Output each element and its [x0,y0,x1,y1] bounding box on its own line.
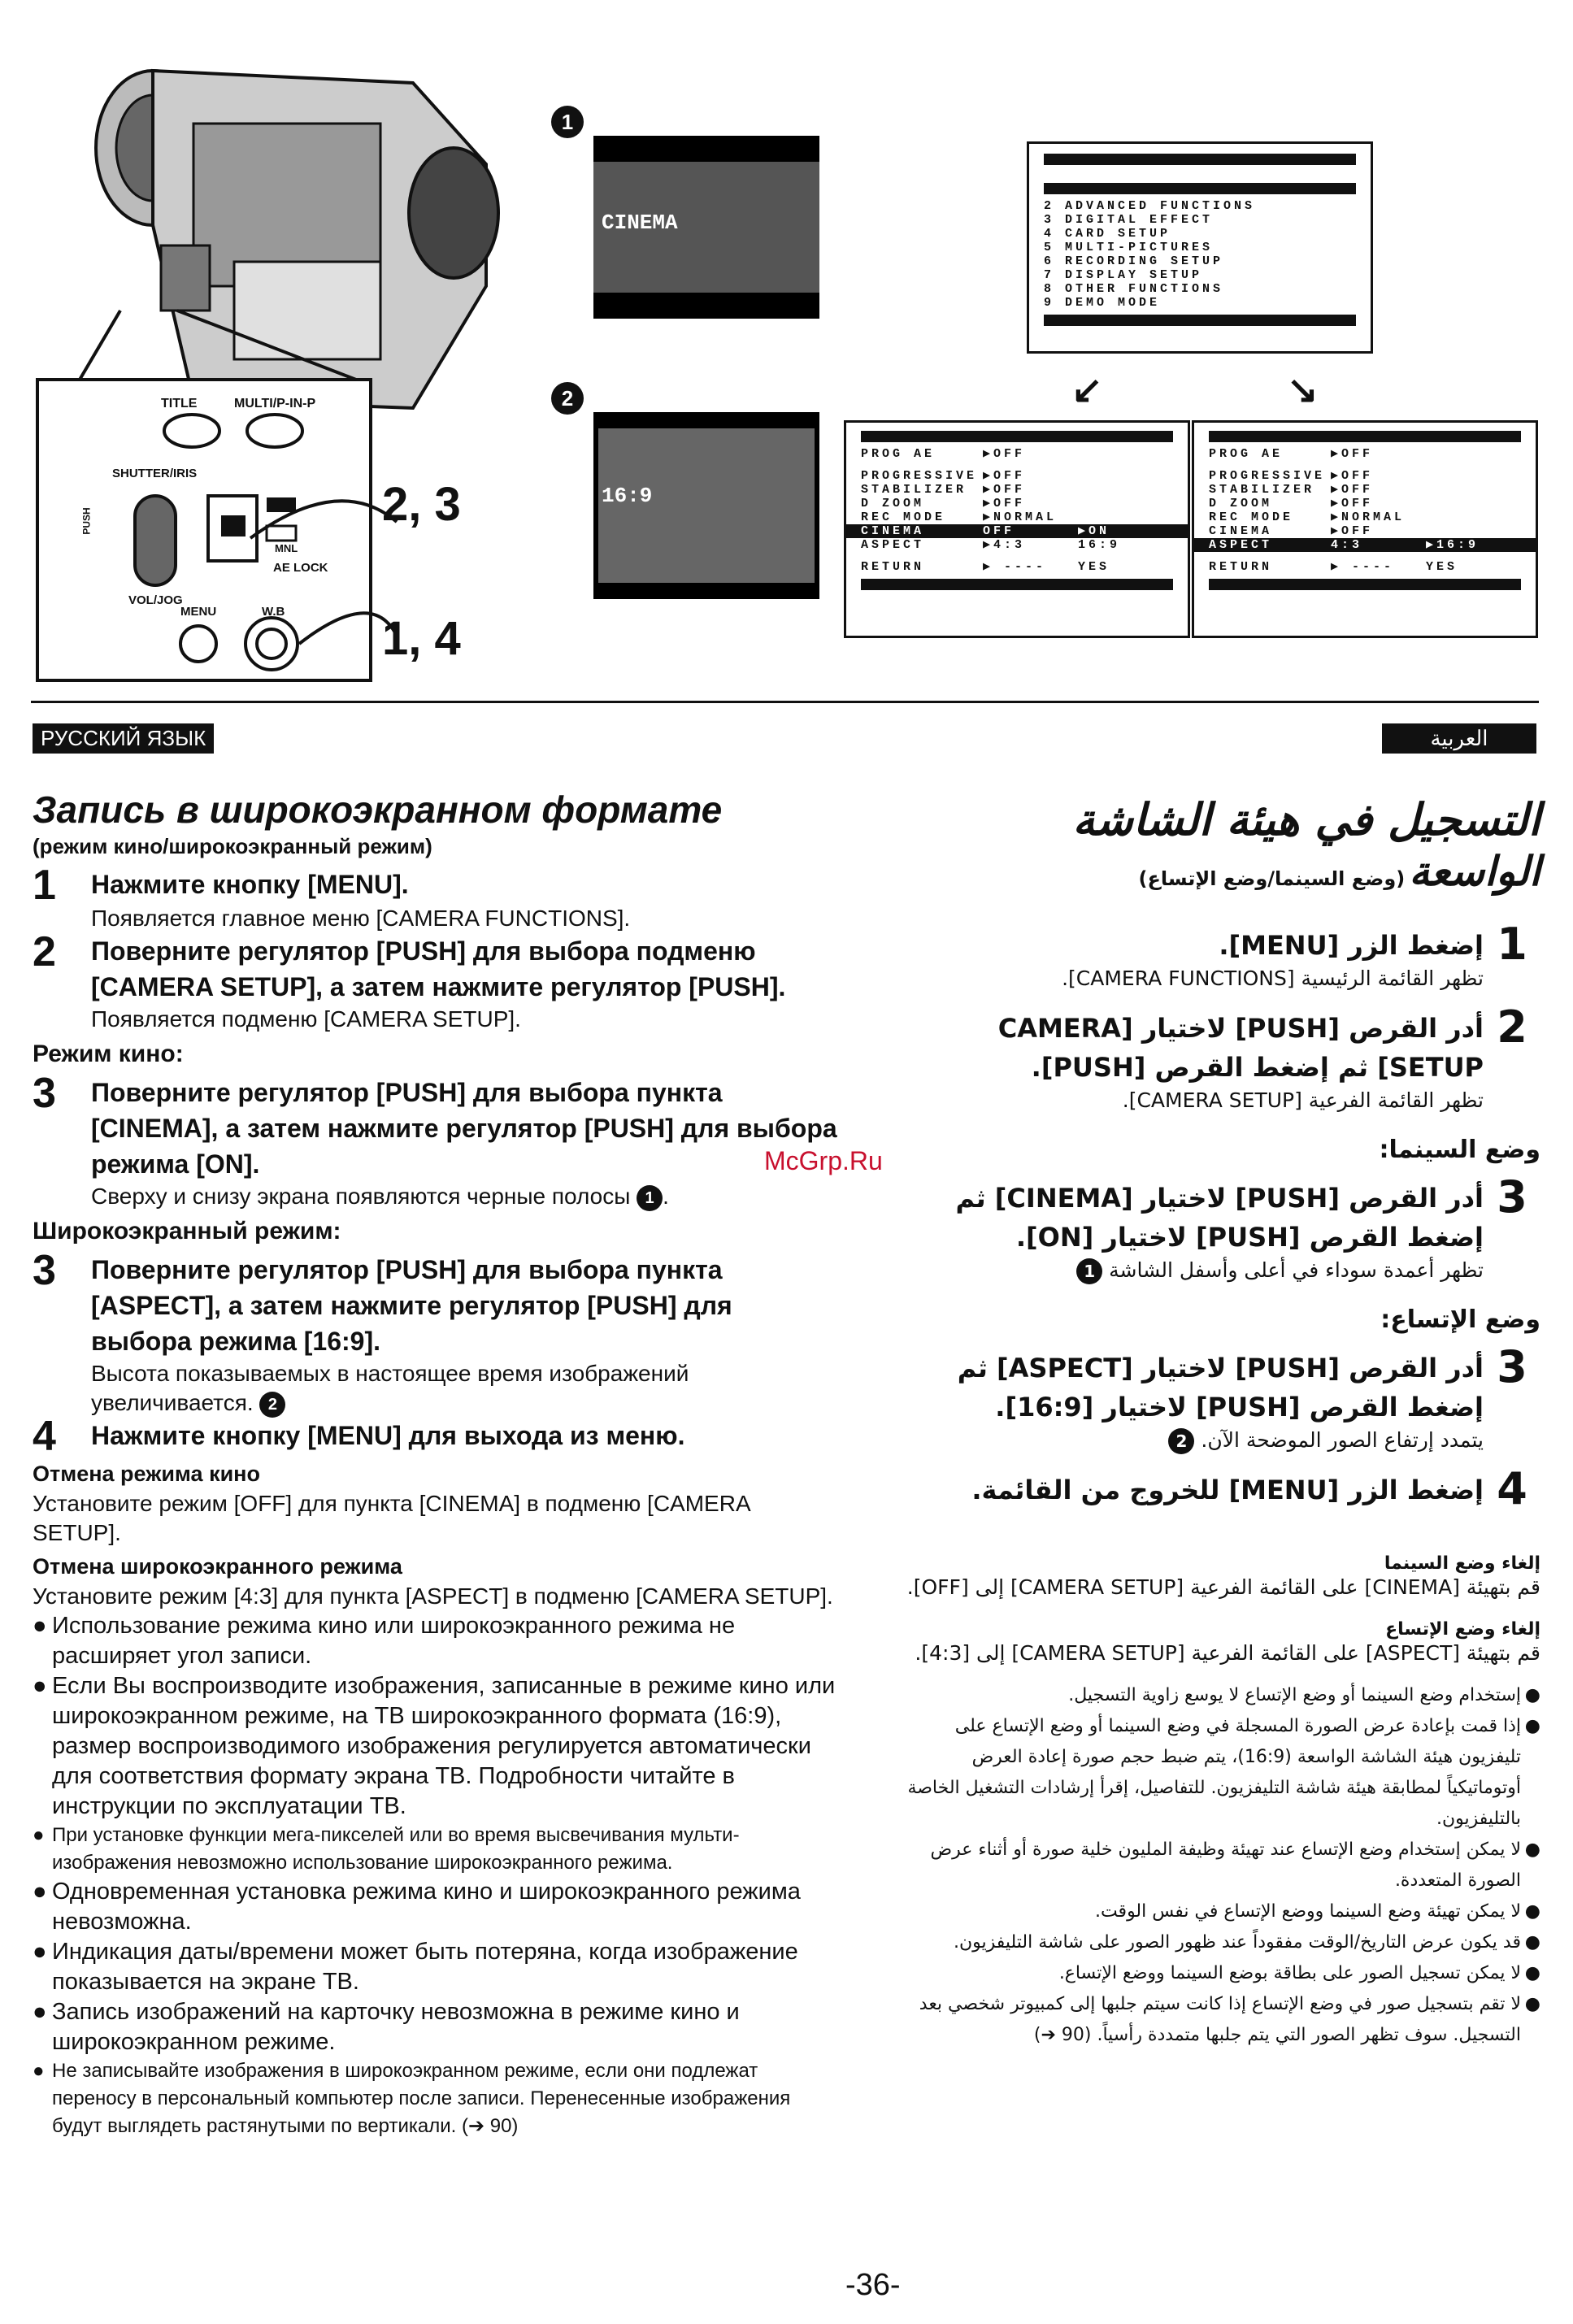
submenu-item-value: ▶OFF [1331,497,1374,510]
ru-bullet-text: Индикация даты/времени может быть потеряна, когда изображение показывается на экране ТВ. [52,1939,798,1995]
ar-subtitle: (وضع السينما/وضع الإتساع) [1138,867,1406,890]
wide-screen-preview [593,412,819,599]
ar-cinema-heading: وضع السينما: [1379,1136,1540,1164]
submenu-item-label: STABILIZER [861,483,967,497]
submenu-item-label: RETURN [861,560,925,574]
ar-step-text: أدر القرص [PUSH] لاختيار [CAMERA SETUP] ثم إضغط القرص [PUSH]. [997,1013,1484,1083]
submenu-item-option: YES [1078,560,1110,574]
submenu-item-label: CINEMA [861,524,925,538]
ae-lock-label: AE LOCK [273,561,328,575]
ar-bullet: ● إذا قمت بإعادة عرض الصورة المسجلة في وضع السينما أو وضع الإتساع على تليفزيون هيئة الشاشة الواسعة (16:9)، يتم ضبط حجم صورة إعادة العرض أوتوماتيكياً لمطابقة هيئة شاشة التليفزيون. للتفاصيل، إقرأ إرشادات التشغيل الخاصة بالتليفزيون. [902,1711,1540,1835]
ru-step-text: Нажмите кнопку [MENU] для выхода из меню. [91,1421,685,1450]
submenu-item-option [1426,447,1521,461]
ru-note-text: Высота показываемых в настоящее время изображений увеличивается. [91,1361,689,1415]
submenu-item-option [1078,510,1173,524]
submenu-item-value: ▶ ---- [983,560,1047,574]
ru-bullet-text: Не записывайте изображения в широкоэкранном режиме, если они подлежат переносу в персональный компьютер после записи. Перенесенные изображения будут выглядеть растянутыми по вертикали. (➔ 90) [52,2060,791,2137]
ar-bullet-text: لا يمكن تسجيل الصور على بطاقة بوضع السينما ووضع الإتساع. [1058,1963,1521,1983]
ar-step-3-cinema [902,1171,1540,1257]
submenu-item-label: PROGRESSIVE [1209,469,1326,483]
submenu-item-value: ▶OFF [983,447,1026,461]
submenu-row [1194,469,1536,483]
marker-1: 1 [551,106,584,138]
submenu-row [1194,524,1536,538]
ru-cancel-wide-text: Установите режим [4:3] для пункта [ASPECT] в подменю [CAMERA SETUP]. [33,1583,833,1609]
submenu-item-option [1078,447,1173,461]
main-menu-item: 2 ADVANCED FUNCTIONS [1044,199,1256,213]
ru-step-number: 3 [33,1070,56,1117]
submenu-item-label: PROG AE [861,447,936,461]
push-label: PUSH [80,507,93,535]
submenu-item-label: CINEMA [1209,524,1273,538]
ru-step-text: Поверните регулятор [PUSH] для выбора подменю [CAMERA SETUP], а затем нажмите регулятор [PUSH]. [91,936,786,1001]
submenu-item-value: ▶OFF [983,483,1026,497]
ru-bullet-text: Использование режима кино или широкоэкранного режима не расширяет угол записи. [52,1613,736,1669]
ru-bullet: ● Использование режима кино или широкоэкранного режима не расширяет угол записи. [33,1611,837,1671]
submenu-item-label: D ZOOM [1209,497,1273,510]
shutter-iris-label: SHUTTER/IRIS [112,467,198,480]
submenu-item-option: 16:9 [1078,538,1121,552]
russian-language-tab: РУССКИЙ ЯЗЫК [33,723,214,754]
submenu-row [846,469,1188,483]
ru-bullet: ● Одновременная установка режима кино и широкоэкранного режима невозможна. [33,1877,837,1937]
submenu-aspect-screen [1192,420,1538,638]
submenu-item-value: ▶OFF [1331,524,1374,538]
ru-step-text: Поверните регулятор [PUSH] для выбора пункта [ASPECT], а затем нажмите регулятор [PUSH] для выбора режима [16:9]. [91,1255,732,1356]
submenu-item-option: YES [1426,560,1458,574]
submenu-item-value: ▶OFF [1331,447,1374,461]
ru-step-note [91,1359,837,1418]
ru-step-3-cinema [33,1070,837,1182]
submenu-item-label: STABILIZER [1209,483,1315,497]
marker-2-inline: 2 [259,1392,285,1418]
vol-jog-label: VOL/JOG [128,593,183,607]
ar-step-2 [902,1001,1540,1087]
ru-note-text: Сверху и снизу экрана появляются черные полосы [91,1184,631,1209]
ar-step-note [902,1257,1484,1284]
ar-bullet-text: لا يمكن تهيئة وضع السينما ووضع الإتساع في نفس الوقت. [1094,1901,1521,1922]
submenu-row [1194,510,1536,524]
submenu-item-option [1426,483,1521,497]
ar-bullet: ● قد يكون عرض التاريخ/الوقت مفقوداً عند ظهور الصور على شاشة التليفزيون. [902,1927,1540,1958]
wb-button-label: W.B [262,605,285,619]
submenu-item-value: ▶ ---- [1331,560,1395,574]
page-number: -36- [845,2268,901,2302]
submenu-row [1194,560,1536,574]
ru-step-1 [33,862,837,909]
ar-step-note: تظهر القائمة الفرعية [CAMERA SETUP]. [1122,1088,1484,1112]
submenu-item-option [1078,483,1173,497]
ar-cancel-wide-heading: إلغاء وضع الإتساع [1385,1619,1540,1640]
ru-step-note: Появляется подменю [CAMERA SETUP]. [91,1006,521,1032]
main-menu-item: 4 CARD SETUP [1044,227,1171,241]
submenu-item-label: PROG AE [1209,447,1284,461]
ar-step-note [902,1427,1484,1454]
watermark: McGrp.Ru [764,1146,883,1175]
ar-step-3-wide [902,1341,1540,1427]
ar-wide-heading: وضع الإتساع: [1380,1305,1540,1334]
ar-bullet-text: لا يمكن إستخدام وضع الإتساع عند تهيئة وظيفة المليون خلية صورة أو أثناء عرض الصورة المتعددة. [930,1840,1521,1891]
callout-2-3: 2, 3 [382,478,461,531]
arabic-language-tab: العربية [1382,723,1536,754]
ru-step-number: 3 [33,1247,56,1294]
multi-button-label: MULTI/P-IN-P [234,397,316,411]
main-menu-items [1029,199,1371,310]
submenu-row [1194,447,1536,461]
ar-step-number: 4 [1497,1463,1527,1514]
ar-bullet: ● لا يمكن إستخدام وضع الإتساع عند تهيئة وظيفة المليون خلية صورة أو أثناء عرض الصورة المتعددة. [902,1835,1540,1896]
ru-cancel-cinema-heading: Отмена режима кино [33,1462,260,1486]
submenu-item-option [1078,469,1173,483]
submenu-cinema-screen [844,420,1190,638]
submenu-item-value: ▶4:3 [983,538,1026,552]
submenu-item-option [1426,497,1521,510]
callout-1-4: 1, 4 [382,612,461,665]
ru-bullet-text: Одновременная установка режима кино и широкоэкранного режима невозможна. [52,1879,801,1935]
menu-button-label: MENU [180,605,217,619]
main-menu-item: 8 OTHER FUNCTIONS [1044,282,1224,296]
main-menu-item: 6 RECORDING SETUP [1044,254,1224,268]
submenu-row [846,483,1188,497]
submenu-row [846,560,1188,574]
submenu-item-option: ▶16:9 [1426,538,1480,552]
ar-bullet: ● إستخدام وضع السينما أو وضع الإتساع لا يوسع زاوية التسجيل. [902,1680,1540,1711]
ru-bullet: ● Не записывайте изображения в широкоэкранном режиме, если они подлежат переносу в персональный компьютер после записи. Перенесенные изображения будут выглядеть растянутыми по вертикали. (➔ 90) [33,2057,837,2140]
submenu-item-value: ▶OFF [1331,469,1374,483]
ar-bullet-text: إستخدام وضع السينما أو وضع الإتساع لا يوسع زاوية التسجيل. [1068,1685,1521,1705]
ar-step-4 [902,1463,1540,1514]
ru-wide-heading: Широкоэкранный режим: [33,1218,341,1245]
submenu-row [846,447,1188,461]
main-menu-screen [1027,141,1373,354]
illustration-panel [31,18,1539,703]
submenu-item-label: ASPECT [1209,538,1273,552]
ar-bullet-text: لا تقم بتسجيل صور في وضع الإتساع إذا كانت سيتم جلبها إلى كمبيوتر شخصي بعد التسجيل. سوف تظهر الصور التي يتم جلبها متمددة رأسياً. (90 ➔) [919,1994,1521,2045]
submenu-item-value: 4:3 [1331,538,1363,552]
ar-title-line-1: التسجيل في هيئة الشاشة [1072,794,1540,845]
ru-title: Запись в широкоэкранном формате [33,788,723,831]
ru-cinema-heading: Режим кино: [33,1040,184,1067]
ar-step-text: إضغط الزر [MENU]. [1219,930,1484,961]
ru-cancel-wide-heading: Отмена широкоэкранного режима [33,1554,402,1579]
cinema-screen-text: CINEMA [602,211,678,235]
marker-2-inline: 2 [1168,1428,1194,1454]
ru-step-number: 2 [33,928,56,975]
submenu-item-value: OFF [983,524,1015,538]
submenu-row [846,524,1188,538]
submenu-row [846,510,1188,524]
mnl-label: MNL [275,542,298,554]
ru-cancel-cinema-text: Установите режим [OFF] для пункта [CINEMA] в подменю [CAMERA SETUP]. [33,1491,750,1545]
ar-step-number: 2 [1497,1001,1527,1053]
ru-step-4 [33,1413,837,1460]
main-menu-item: 9 DEMO MODE [1044,296,1161,310]
submenu-item-option [1426,469,1521,483]
ar-note-text: يتمدد إرتفاع الصور الموضحة الآن. [1201,1428,1484,1452]
submenu-item-label: RETURN [1209,560,1273,574]
ar-cancel-cinema-heading: إلغاء وضع السينما [1384,1553,1540,1574]
ru-step-text: Нажмите кнопку [MENU]. [91,870,409,899]
ar-bullet: ● لا يمكن تسجيل الصور على بطاقة بوضع السينما ووضع الإتساع. [902,1958,1540,1989]
submenu-row [1194,497,1536,510]
marker-1-inline: 1 [1076,1258,1102,1284]
arrow-down-right-icon: ↘ [1287,368,1319,411]
main-menu-item: 5 MULTI-PICTURES [1044,241,1214,254]
camcorder-illustration [31,18,567,684]
submenu-row [846,497,1188,510]
ar-cancel-wide-text: قم بتهيئة [ASPECT] على القائمة الفرعية [CAMERA SETUP] إلى [4:3]. [915,1641,1540,1665]
arabic-column [902,793,1540,2051]
ar-bullet: ● لا يمكن تهيئة وضع السينما ووضع الإتساع في نفس الوقت. [902,1896,1540,1927]
submenu-item-label: REC MODE [861,510,946,524]
ar-step-note: تظهر القائمة الرئيسية [CAMERA FUNCTIONS]. [1062,967,1484,990]
ar-step-text: إضغط الزر [MENU] للخروج من القائمة. [971,1475,1484,1505]
ar-step-number: 3 [1497,1341,1527,1392]
submenu-item-option [1426,510,1521,524]
ar-step-number: 3 [1497,1171,1527,1223]
submenu-left-rows [846,447,1188,574]
ru-bullet: ● Запись изображений на карточку невозможна в режиме кино и широкоэкранном режиме. [33,1997,837,2057]
submenu-item-value: ▶NORMAL [1331,510,1406,524]
submenu-item-option [1426,524,1521,538]
submenu-item-label: ASPECT [861,538,925,552]
ru-step-note: Появляется главное меню [CAMERA FUNCTIONS]. [91,906,631,931]
submenu-right-rows [1194,447,1536,574]
submenu-row [1194,483,1536,497]
title-button-label: TITLE [161,397,198,411]
ar-step-text: أدر القرص [PUSH] لاختيار [CINEMA] ثم إضغط القرص [PUSH] لاختيار [ON]. [955,1183,1484,1253]
ar-step-text: أدر القرص [PUSH] لاختيار [ASPECT] ثم إضغط القرص [PUSH] لاختيار [16:9]. [957,1353,1484,1423]
submenu-row [1194,538,1536,552]
ar-cancel-cinema-text: قم بتهيئة [CINEMA] على القائمة الفرعية [CAMERA SETUP] إلى [OFF]. [906,1575,1540,1599]
submenu-item-value: ▶NORMAL [983,510,1058,524]
submenu-item-value: ▶OFF [1331,483,1374,497]
ar-bullet: ● لا تقم بتسجيل صور في وضع الإتساع إذا كانت سيتم جلبها إلى كمبيوتر شخصي بعد التسجيل. سوف تظهر الصور التي يتم جلبها متمددة رأسياً. (90 ➔) [902,1989,1540,2051]
wide-screen-text: 16:9 [602,484,653,508]
ar-bullet-text: إذا قمت بإعادة عرض الصورة المسجلة في وضع السينما أو وضع الإتساع على تليفزيون هيئة الشاشة الواسعة (16:9)، يتم ضبط حجم صورة إعادة العرض أوتوماتيكياً لمطابقة هيئة شاشة التليفزيون. للتفاصيل، إقرأ إرشادات التشغيل الخاصة بالتليفزيون. [907,1716,1521,1829]
ru-step-note: Сверху и снизу экрана появляются черные полосы 1 . [91,1182,837,1211]
arrow-down-left-icon: ↙ [1071,368,1103,411]
submenu-item-label: PROGRESSIVE [861,469,978,483]
ar-step-number: 1 [1497,919,1527,970]
submenu-row [846,538,1188,552]
ar-title-line-2: الواسعة [1409,848,1540,895]
ru-step-3-wide [33,1247,837,1359]
ru-bullet: ● При установке функции мега-пикселей или во время высвечивания мульти-изображения невозможно использование широкоэкранного режима. [33,1822,837,1877]
ru-bullet-text: Запись изображений на карточку невозможна в режиме кино и широкоэкранном режиме. [52,1999,740,2055]
submenu-item-option [1078,497,1173,510]
ru-step-text: Поверните регулятор [PUSH] для выбора пункта [CINEMA], а затем нажмите регулятор [PUSH] для выбора режима [ON]. [91,1078,837,1179]
submenu-item-value: ▶OFF [983,497,1026,510]
main-menu-item: 7 DISPLAY SETUP [1044,268,1203,282]
submenu-item-label: REC MODE [1209,510,1294,524]
marker-1-inline: 1 [637,1185,663,1211]
ru-bullet-text: Если Вы воспроизводите изображения, записанные в режиме кино или широкоэкранном режиме, на ТВ широкоэкранного формата (16:9), размер воспроизводимого изображения регулируется автоматически для соответствия формату экрана ТВ. Подробности читайте в инструкции по эксплуатации ТВ. [52,1673,836,1819]
ru-step-number: 4 [33,1413,56,1460]
ru-step-number: 1 [33,862,56,909]
ru-bullet: ● Если Вы воспроизводите изображения, записанные в режиме кино или широкоэкранном режиме, на ТВ широкоэкранного формата (16:9), размер воспроизводимого изображения регулируется автоматически для соответствия формату экрана ТВ. Подробности читайте в инструкции по эксплуатации ТВ. [33,1671,837,1822]
russian-column [33,788,837,2140]
ru-bullet: ● Индикация даты/времени может быть потеряна, когда изображение показывается на экране ТВ. [33,1937,837,1997]
ar-bullet-text: قد يكون عرض التاريخ/الوقت مفقوداً عند ظهور الصور على شاشة التليفزيون. [953,1932,1521,1953]
ru-subtitle: (режим кино/широкоэкранный режим) [33,834,432,858]
submenu-item-option: ▶ON [1078,524,1110,538]
ru-bullet-text: При установке функции мега-пикселей или во время высвечивания мульти-изображения невозможно использование широкоэкранного режима. [52,1824,740,1874]
main-menu-item: 3 DIGITAL EFFECT [1044,213,1214,227]
submenu-item-value: ▶OFF [983,469,1026,483]
ar-title-line-2-row [902,848,1540,895]
submenu-item-label: D ZOOM [861,497,925,510]
ar-note-text: تظهر أعمدة سوداء في أعلى وأسفل الشاشة [1109,1258,1484,1282]
ar-step-1 [902,919,1540,970]
marker-2: 2 [551,382,584,415]
cinema-screen-preview [593,136,819,319]
ru-step-2 [33,928,837,1005]
